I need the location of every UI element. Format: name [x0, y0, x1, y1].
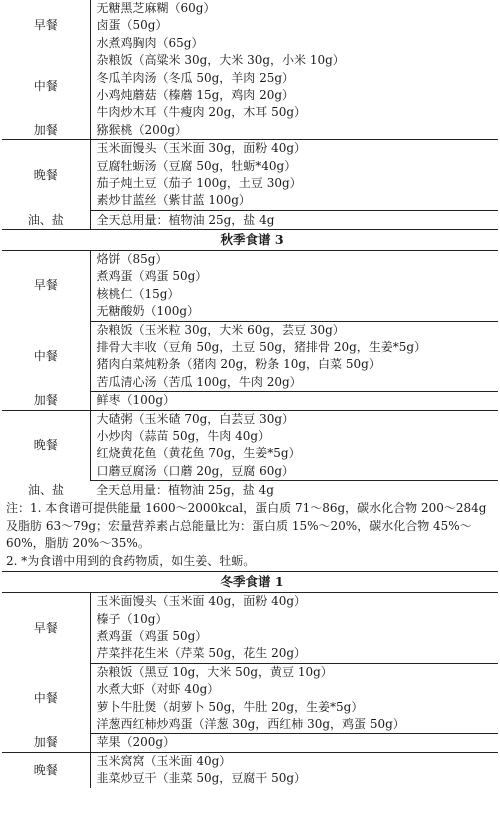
list-item: 玉米面馒头（玉米面 40g，面粉 40g） — [96, 594, 307, 609]
meal-label-dinner: 晚餐 — [2, 140, 90, 211]
list-item: 素炒甘蓝丝（紫甘蓝 100g） — [90, 192, 498, 210]
table-row — [2, 499, 498, 572]
meal-label-lunch: 中餐 — [2, 663, 90, 734]
list-item: 豆腐牡蛎汤（豆腐 50g，牡蛎*40g） — [96, 158, 297, 173]
list-item: 韭菜炒豆干（韭菜 50g，豆腐干 50g） — [96, 771, 307, 786]
table-row — [2, 663, 498, 681]
list-item: 猪肉白菜炖粉条（猪肉 20g，粉条 10g，白菜 50g） — [96, 357, 381, 372]
list-item: 苹果（200g） — [90, 734, 498, 752]
table-row — [2, 410, 498, 428]
table-row — [2, 481, 498, 500]
section-title: 秋季食谱 3 — [2, 229, 498, 250]
list-item: 萝卜牛肚煲（胡萝卜 50g，牛肚 20g，生姜*5g） — [96, 699, 364, 714]
meal-label-breakfast: 早餐 — [2, 0, 90, 52]
list-item: 冬瓜羊肉汤（冬瓜 50g，羊肉 25g） — [96, 70, 295, 85]
meal-label-dinner: 晚餐 — [2, 752, 90, 787]
list-item: 洋葱西红柿炒鸡蛋（洋葱 30g，西红柿 30g，鸡蛋 50g） — [90, 716, 498, 734]
meal-label-oil-salt: 油、盐 — [27, 482, 64, 497]
recipe-table — [2, 0, 498, 788]
list-item: 红烧黄花鱼（黄花鱼 70g，生姜*5g） — [96, 446, 301, 461]
table-row — [2, 593, 498, 611]
table-row — [2, 572, 498, 593]
meal-label-snack: 加餐 — [2, 122, 90, 140]
table-row — [2, 752, 498, 770]
table-row — [2, 122, 498, 140]
table-row — [2, 321, 498, 339]
list-item: 无糖黑芝麻糊（60g） — [96, 1, 216, 15]
table-row — [2, 250, 498, 268]
list-item: 鲜枣（100g） — [90, 392, 498, 410]
list-item: 卤蛋（50g） — [96, 18, 168, 33]
list-item: 核桃仁（15g） — [96, 286, 180, 301]
meal-label-snack: 加餐 — [2, 392, 90, 410]
note-line-1: 注：1. 本食谱可提供能量 1600～2000kcal，蛋白质 71～86g，碳水化合物 200～284g 及脂肪 63～79g；宏量营养素占总能量比为：蛋白质 15%～20%，碳水化合物 45%～60%，脂肪 20%～35%。 — [6, 501, 487, 551]
list-item: 烙饼（85g） — [96, 251, 168, 266]
meal-label-oil-salt: 油、盐 — [2, 210, 90, 229]
list-item: 水煮鸡胸肉（65g） — [96, 35, 204, 50]
nutrition-note — [2, 499, 498, 572]
section-title: 冬季食谱 1 — [2, 572, 498, 593]
table-row — [2, 140, 498, 158]
list-item: 口蘑豆腐汤（口蘑 20g，豆腐 60g） — [90, 463, 498, 481]
list-item: 苦瓜清心汤（苦瓜 100g，牛肉 20g） — [90, 374, 498, 392]
list-item: 水煮大虾（对虾 40g） — [96, 682, 220, 697]
table-row — [2, 0, 498, 17]
list-item: 杂粮饭（黑豆 10g，大米 50g，黄豆 10g） — [96, 664, 333, 679]
list-item: 杂粮饭（高粱米 30g，大米 30g，小米 10g） — [96, 53, 345, 68]
list-item: 煮鸡蛋（鸡蛋 50g） — [96, 269, 208, 284]
list-item: 榛子（10g） — [96, 611, 168, 626]
meal-label-breakfast: 早餐 — [2, 250, 90, 321]
note-line-2: 2. *为食谱中用到的食药物质，如生姜、牡蛎。 — [6, 553, 256, 568]
list-item: 无糖酸奶（100g） — [90, 303, 498, 321]
table-row — [2, 734, 498, 752]
table-row — [2, 210, 498, 229]
list-item: 猕猴桃（200g） — [90, 122, 498, 140]
list-item: 煮鸡蛋（鸡蛋 50g） — [96, 628, 208, 643]
meal-label-breakfast: 早餐 — [2, 593, 90, 664]
table-row — [2, 229, 498, 250]
table-row — [2, 392, 498, 410]
table-row — [2, 52, 498, 69]
list-item: 杂粮饭（玉米粒 30g，大米 60g，芸豆 30g） — [96, 322, 345, 337]
list-item: 玉米窝窝（玉米面 40g） — [96, 753, 232, 768]
list-item: 芹菜拌花生米（芹菜 50g，花生 20g） — [90, 645, 498, 663]
list-item: 小鸡炖蘑菇（榛蘑 15g，鸡肉 20g） — [96, 88, 295, 103]
meal-label-snack: 加餐 — [2, 734, 90, 752]
list-item: 牛肉炒木耳（牛瘦肉 20g，木耳 50g） — [96, 105, 307, 120]
list-item: 小炒肉（蒜苗 50g，牛肉 40g） — [96, 428, 271, 443]
list-item: 大碴粥（玉米碴 70g，白芸豆 30g） — [96, 411, 295, 426]
list-item: 玉米面馒头（玉米面 30g，面粉 40g） — [96, 141, 307, 156]
daily-total: 全天总用量：植物油 25g，盐 4g — [96, 483, 274, 498]
list-item: 排骨大丰收（豆角 50g，土豆 50g，猪排骨 20g，生姜*5g） — [96, 339, 427, 354]
daily-total: 全天总用量：植物油 25g，盐 4g — [90, 210, 498, 229]
meal-label-lunch: 中餐 — [2, 52, 90, 122]
list-item: 茄子炖土豆（茄子 100g，土豆 30g） — [96, 176, 302, 191]
meal-label-dinner: 晚餐 — [2, 410, 90, 481]
meal-label-lunch: 中餐 — [2, 321, 90, 392]
